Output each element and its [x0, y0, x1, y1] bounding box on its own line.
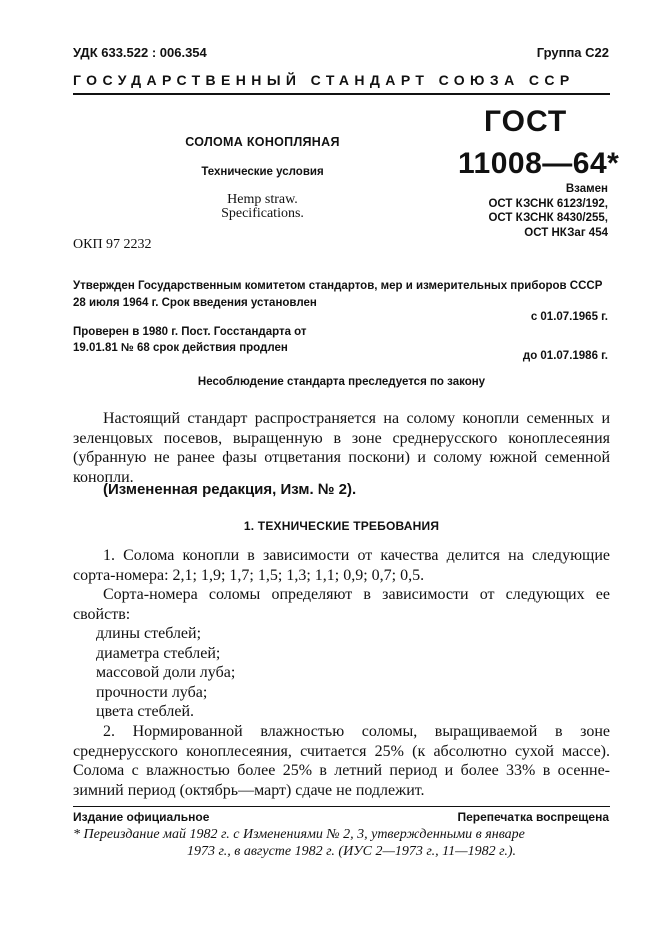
clause-1-properties-intro: Сорта-номера соломы определяют в зависимости от следующих ее свойств:	[73, 586, 610, 623]
english-title-line2: Specifications.	[221, 206, 304, 221]
checked-text-1: Проверен в 1980 г. Пост. Госстандарта от	[73, 326, 307, 338]
approval-text: Утвержден Государственным комитетом стандартов, мер и измерительных приборов СССР 28 июля 1964 г. Срок введения установлен	[73, 280, 603, 309]
amendment-note: (Измененная редакция, Изм. № 2).	[103, 481, 357, 498]
footnote-line-1: * Переиздание май 1982 г. с Изменениями № 2, 3, утвержденными в январе	[73, 827, 525, 842]
properties-list	[96, 624, 235, 722]
end-date: до 01.07.1986 г.	[522, 350, 608, 362]
clause-2-block	[73, 722, 610, 800]
property-item: массовой доли луба;	[96, 664, 236, 681]
english-title-line1: Hemp straw.	[227, 192, 298, 207]
gost-label: ГОСТ	[484, 105, 568, 138]
document-subtitle: Технические условия	[201, 166, 324, 178]
replaces-label: Взамен	[565, 183, 608, 195]
property-item: диаметра стеблей;	[96, 644, 221, 662]
intro-paragraph: Настоящий стандарт распространяется на солому конопли семенных и зеленцовых посевов, выращенную в зоне среднерусского коноплесеяния (убранную не ранее фазы отцветания поскони) и солому южной семенной конопли.	[73, 410, 610, 486]
replaced-standard: ОСТ КЗСНК 8430/255,	[488, 212, 608, 224]
section1-body	[73, 546, 610, 624]
okp-code: ОКП 97 2232	[73, 237, 152, 252]
law-notice: Несоблюдение стандарта преследуется по закону	[197, 376, 486, 388]
state-standard-banner: ГОСУДАРСТВЕННЫЙ СТАНДАРТ СОЮЗА ССР	[73, 72, 575, 88]
group-code: Группа С22	[536, 45, 609, 60]
gost-number: 11008—64*	[458, 147, 620, 180]
replaced-standard: ОСТ НКЗаг 454	[524, 226, 608, 239]
footnote-line-2: 1973 г., в августе 1982 г. (ИУС 2—1973 г., 11—1982 г.).	[186, 844, 517, 859]
republication-footnote	[73, 826, 610, 860]
clause-2: 2. Нормированной влажностью соломы, выращиваемой в зоне среднерусского коноплесеяния, считается 25% (к абсолютно сухой массе). Солома с влажностью более 25% в летний период и более 33% в осенне-зимний период (октябрь—март) сдаче не подлежит.	[73, 723, 610, 799]
udk-code: УДК 633.522 : 006.354	[73, 45, 207, 60]
property-item: цвета стеблей.	[96, 703, 194, 720]
checked-text-2: 19.01.81 № 68 срок действия продлен	[73, 342, 288, 354]
clause-1: 1. Солома конопли в зависимости от качества делится на следующие сорта-номера: 2,1; 1,9; 1,7; 1,5; 1,3; 1,1; 0,9; 0,7; 0,5.	[73, 547, 610, 584]
reprint-prohibited: Перепечатка воспрещена	[457, 810, 609, 824]
footer-rule	[73, 806, 610, 807]
property-item: длины стеблей;	[96, 625, 202, 642]
official-edition: Издание официальное	[73, 810, 210, 824]
document-title: СОЛОМА КОНОПЛЯНАЯ	[185, 135, 340, 149]
start-date: с 01.07.1965 г.	[530, 311, 608, 323]
intro-section	[73, 409, 610, 487]
replaces-block	[408, 182, 608, 240]
header-rule	[73, 93, 610, 95]
property-item: прочности луба;	[96, 683, 208, 701]
replaced-standard: ОСТ КЗСНК 6123/192,	[488, 197, 608, 210]
section-heading: 1. ТЕХНИЧЕСКИЕ ТРЕБОВАНИЯ	[243, 519, 440, 533]
